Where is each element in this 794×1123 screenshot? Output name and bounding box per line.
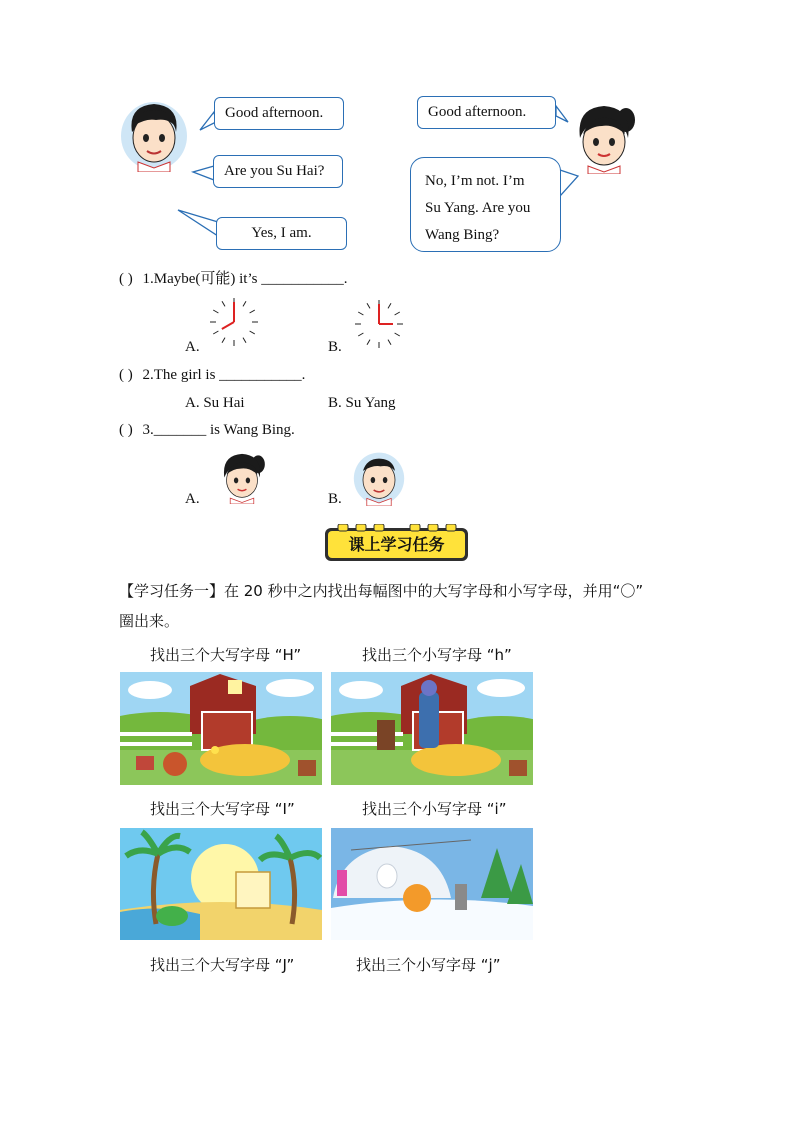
boy-line-1: Good afternoon. (225, 105, 324, 121)
q3-option-a[interactable]: A. (185, 491, 200, 507)
q3-option-b[interactable]: B. (328, 491, 342, 507)
task-heading: 【学习任务一】在 20 秒中之内找出每幅图中的大写字母和小写字母，并用“〇” (119, 582, 644, 600)
question-1 (119, 267, 347, 288)
clock-tick (395, 312, 400, 315)
caption-upper-h: 找出三个大写字母 “H” (150, 646, 302, 664)
clock-tick (367, 340, 370, 345)
clock-tick (222, 301, 225, 306)
answer-bracket-1[interactable]: ( ) (119, 271, 133, 287)
clock-tick (243, 301, 246, 306)
caption-lower-i: 找出三个小写字母 “i” (362, 800, 507, 818)
girl-line-2b: Su Yang. Are you (425, 200, 531, 216)
question-1-text: 1.Maybe(可能) it’s ___________. (142, 271, 348, 287)
girl-bubble-reply (410, 157, 561, 252)
clock-option-a (208, 296, 260, 348)
clock-tick (243, 338, 246, 343)
bubble-tails (0, 0, 794, 260)
caption-lower-h: 找出三个小写字母 “h” (362, 646, 512, 664)
clock-tick (367, 303, 370, 308)
clock-tick (388, 340, 391, 345)
q1-option-b[interactable]: B. (328, 339, 342, 355)
farm-scene-image-1 (120, 672, 322, 785)
boy-line-3: Yes, I am. (251, 225, 312, 241)
clock-tick (395, 333, 400, 336)
answer-bracket-3[interactable]: ( ) (119, 422, 133, 438)
task-heading-cont: 圈出来。 (119, 612, 180, 630)
clock-tick (213, 310, 218, 313)
girl-line-2a: No, I’m not. I’m (425, 173, 525, 189)
girl-line-2c: Wang Bing? (425, 227, 500, 243)
clock-tick (213, 331, 218, 334)
girl-bubble-greeting (417, 96, 556, 129)
winter-scene-image (331, 828, 533, 940)
class-task-banner (324, 524, 469, 562)
boy-face-option-b (351, 448, 407, 506)
clock-tick (250, 331, 255, 334)
answer-bracket-2[interactable]: ( ) (119, 367, 133, 383)
clock-tick (250, 310, 255, 313)
clock-tick (358, 333, 363, 336)
clock-tick (222, 338, 225, 343)
beach-scene-image (120, 828, 322, 940)
q1-option-a[interactable]: A. (185, 339, 200, 355)
boy-line-2: Are you Su Hai? (224, 163, 325, 179)
q2-option-a[interactable]: A. Su Hai (185, 395, 245, 411)
girl-face-option-a (214, 448, 270, 504)
boy-bubble-greeting (214, 97, 344, 130)
girl-line-1: Good afternoon. (428, 104, 527, 120)
clock-tick (388, 303, 391, 308)
question-2-text: 2.The girl is ___________. (142, 367, 306, 383)
clock-tick (358, 312, 363, 315)
clock-option-b (353, 298, 405, 350)
boy-bubble-question (213, 155, 343, 188)
farm-scene-image-2 (331, 672, 533, 785)
question-3-text: 3._______ is Wang Bing. (142, 422, 295, 438)
banner-title: 课上学习任务 (348, 535, 445, 554)
caption-upper-j: 找出三个大写字母 “J” (150, 956, 295, 974)
question-3 (119, 422, 295, 439)
clock-hour-hand (222, 322, 234, 329)
caption-lower-j: 找出三个小写字母 “j” (356, 956, 501, 974)
caption-upper-i: 找出三个大写字母 “I” (150, 800, 295, 818)
boy-bubble-answer (216, 217, 347, 250)
q2-option-b[interactable]: B. Su Yang (328, 395, 396, 411)
question-2 (119, 367, 305, 384)
